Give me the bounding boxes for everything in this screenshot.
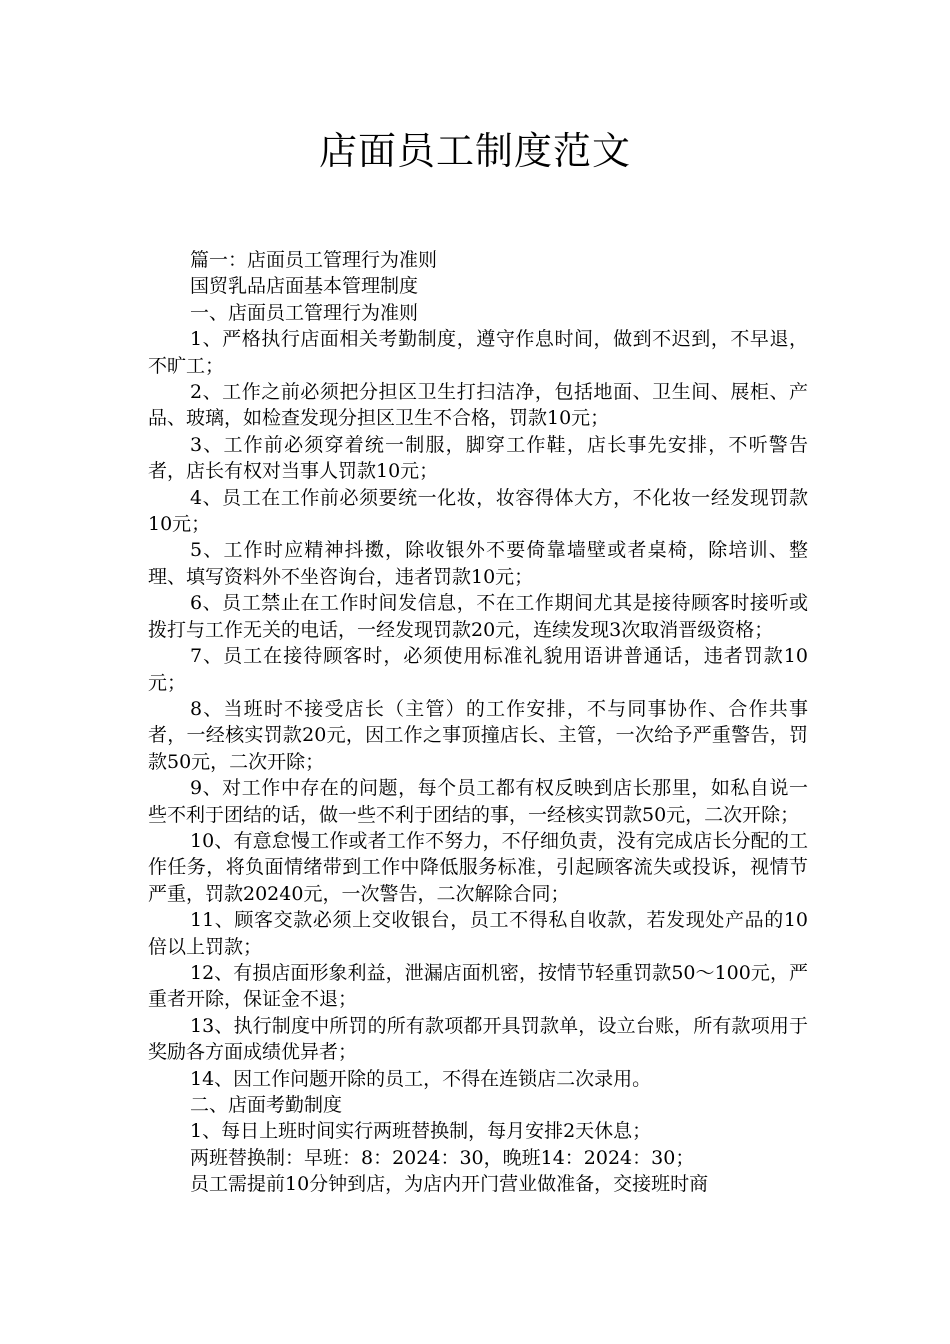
paragraph: 6、员工禁止在工作时间发信息，不在工作期间尤其是接待顾客时接听或拨打与工作无关的电话，一经发现罚款20元，连续发现3次取消晋级资格； [148,592,808,641]
paragraph: 5、工作时应精神抖擞，除收银外不要倚靠墙壁或者桌椅，除培训、整理、填写资料外不坐咨询台，违者罚款10元； [148,539,808,588]
paragraph: 12、有损店面形象利益，泄漏店面机密，按情节轻重罚款50～100元，严重者开除，保证金不退； [148,961,808,1011]
paragraph: 两班替换制：早班：8：2024：30，晚班14：2024：30； [190,1146,695,1169]
paragraph: 3、工作前必须穿着统一制服，脚穿工作鞋，店长事先安排，不听警告者，店长有权对当事人罚款10元； [148,433,808,483]
paragraph: 9、对工作中存在的问题，每个员工都有权反映到店长那里，如私自说一些不利于团结的话，做一些不利于团结的事，一经核实罚款50元，二次开除； [148,777,808,826]
paragraph: 1、每日上班时间实行两班替换制，每月安排2天休息； [190,1120,652,1143]
paragraph: 14、因工作问题开除的员工，不得在连锁店二次录用。 [190,1067,652,1090]
paragraph: 2、工作之前必须把分担区卫生打扫洁净，包括地面、卫生间、展柜、产品、玻璃，如检查发现分担区卫生不合格，罚款10元； [148,381,808,430]
paragraph: 10、有意怠慢工作或者工作不努力，不仔细负责，没有完成店长分配的工作任务，将负面情绪带到工作中降低服务标准，引起顾客流失或投诉，视情节严重，罚款20240元，一次警告，二次解除合同； [148,829,808,905]
document-body [148,247,808,1198]
paragraph: 13、执行制度中所罚的所有款项都开具罚款单，设立台账，所有款项用于奖励各方面成绩优异者； [148,1014,808,1064]
paragraph: 1、严格执行店面相关考勤制度，遵守作息时间，做到不迟到，不早退，不旷工； [148,328,808,377]
paragraph: 一、店面员工管理行为准则 [190,301,419,324]
paragraph: 国贸乳品店面基本管理制度 [190,275,419,298]
paragraph: 篇一：店面员工管理行为准则 [190,249,438,271]
paragraph: 7、员工在接待顾客时，必须使用标准礼貌用语讲普通话，违者罚款10元； [148,645,808,694]
paragraph: 11、顾客交款必须上交收银台，员工不得私自收款，若发现处产品的10倍以上罚款； [148,909,808,958]
document-title: 店面员工制度范文 [318,129,631,173]
paragraph: 二、店面考勤制度 [190,1094,343,1116]
paragraph: 8、当班时不接受店长（主管）的工作安排，不与同事协作、合作共事者，一经核实罚款20元，因工作之事顶撞店长、主管，一次给予严重警告，罚款50元，二次开除； [148,697,808,773]
paragraph: 员工需提前10分钟到店，为店内开门营业做准备，交接班时商 [190,1173,709,1196]
paragraph: 4、员工在工作前必须要统一化妆，妆容得体大方，不化妆一经发现罚款10元； [148,486,808,536]
